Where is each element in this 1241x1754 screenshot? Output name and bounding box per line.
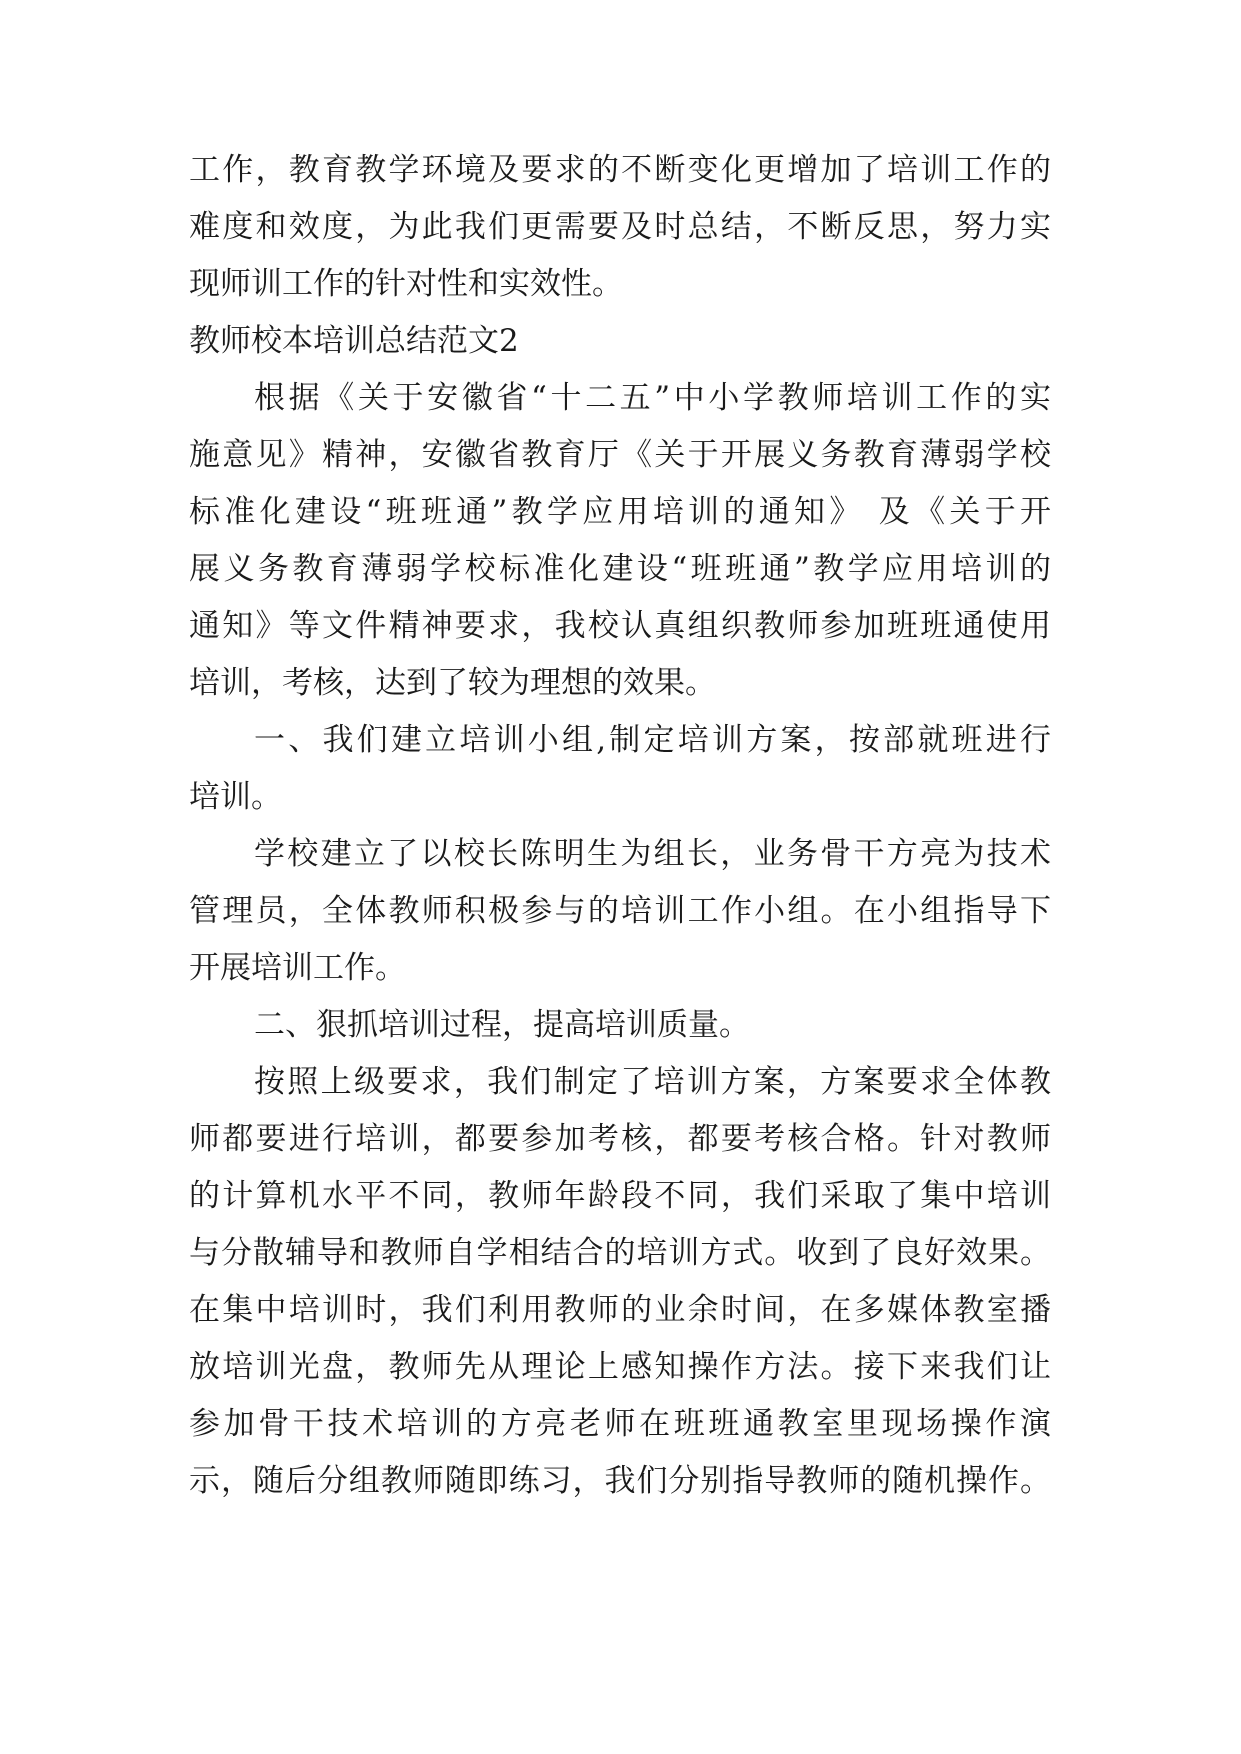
text-line: 培训，考核，达到了较为理想的效果。 [189,665,716,701]
text-line: 参加骨干技术培训的方亮老师在班班通教室里现场操作演 [189,1406,1051,1442]
text-line: 二、狠抓培训过程，提高培训质量。 [254,1007,750,1043]
text-line: 标准化建设“班班通”教学应用培训的通知》 及《关于开 [189,494,1051,530]
text-line: 施意见》精神，安徽省教育厅《关于开展义务教育薄弱学校 [189,437,1051,473]
text-line: 示，随后分组教师随即练习，我们分别指导教师的随机操作。 [189,1463,1051,1499]
text-line: 工作，教育教学环境及要求的不断变化更增加了培训工作的 [189,152,1051,188]
text-line: 展义务教育薄弱学校标准化建设“班班通”教学应用培训的 [189,551,1051,587]
text-line: 一、我们建立培训小组,制定培训方案，按部就班进行 [254,722,1051,758]
text-line: 学校建立了以校长陈明生为组长，业务骨干方亮为技术 [254,836,1051,872]
text-line: 难度和效度，为此我们更需要及时总结，不断反思，努力实 [189,209,1051,245]
text-line: 放培训光盘，教师先从理论上感知操作方法。接下来我们让 [189,1349,1051,1385]
text-line: 开展培训工作。 [189,950,406,986]
text-line: 通知》等文件精神要求，我校认真组织教师参加班班通使用 [189,608,1051,644]
text-line: 根据《关于安徽省“十二五”中小学教师培训工作的实 [254,380,1051,416]
section-heading: 教师校本培训总结范文2 [189,323,519,359]
text-line: 的计算机水平不同，教师年龄段不同，我们采取了集中培训 [189,1178,1051,1214]
text-line: 按照上级要求，我们制定了培训方案，方案要求全体教 [254,1064,1051,1100]
text-line: 现师训工作的针对性和实效性。 [189,266,623,302]
text-line: 在集中培训时，我们利用教师的业余时间，在多媒体教室播 [189,1292,1051,1328]
text-line: 管理员，全体教师积极参与的培训工作小组。在小组指导下 [189,893,1051,929]
text-line: 师都要进行培训，都要参加考核，都要考核合格。针对教师 [189,1121,1051,1157]
text-line: 培训。 [189,779,282,815]
text-line: 与分散辅导和教师自学相结合的培训方式。收到了良好效果。 [189,1235,1051,1271]
